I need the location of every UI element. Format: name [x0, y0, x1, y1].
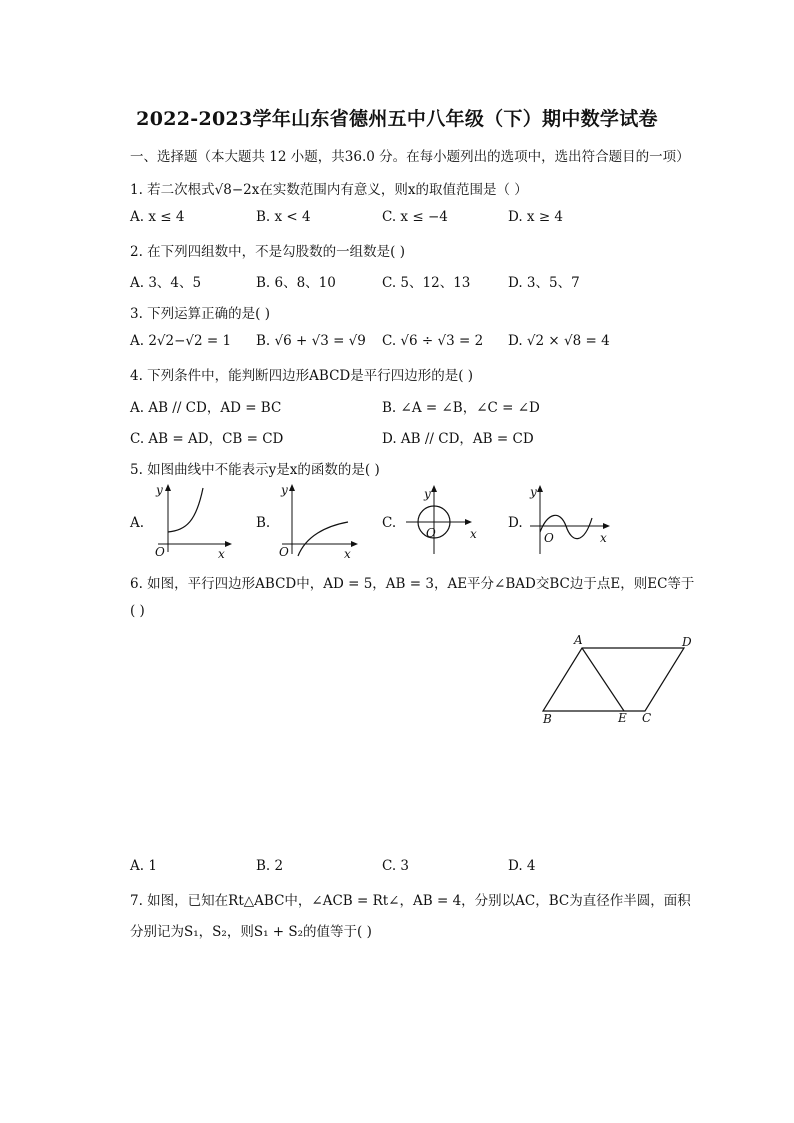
q5c-y-label: y	[424, 487, 431, 501]
question-7-text-cont: 分别记为S₁，S₂，则S₁ + S₂的值等于( )	[130, 924, 372, 940]
q1-option-a[interactable]: A. x ≤ 4	[130, 209, 185, 225]
q5d-origin-label: O	[544, 531, 554, 545]
q6-point-e: E	[618, 711, 627, 725]
q5-graph-b	[276, 482, 366, 560]
q5b-origin-label: O	[279, 545, 289, 559]
q2-option-b[interactable]: B. 6、8、10	[256, 275, 336, 291]
q4-option-d[interactable]: D. AB // CD，AB = CD	[382, 431, 534, 447]
q3-option-b[interactable]: B. √6 + √3 = √9	[256, 333, 366, 349]
question-2-text: 2. 在下列四组数中，不是勾股数的一组数是( )	[130, 244, 405, 260]
page-title: 2022-2023学年山东省德州五中八年级（下）期中数学试卷	[136, 108, 658, 130]
q2-option-c[interactable]: C. 5、12、13	[382, 275, 471, 291]
q3-option-d[interactable]: D. √2 × √8 = 4	[508, 333, 610, 349]
q5-graph-c	[404, 482, 486, 560]
q5a-origin-label: O	[155, 545, 165, 559]
q6-option-a[interactable]: A. 1	[130, 858, 157, 874]
q1-option-c[interactable]: C. x ≤ −4	[382, 209, 448, 225]
q2-option-d[interactable]: D. 3、5、7	[508, 275, 580, 291]
q5d-y-label: y	[530, 485, 537, 499]
q6-option-c[interactable]: C. 3	[382, 858, 410, 874]
q1-option-d[interactable]: D. x ≥ 4	[508, 209, 564, 225]
question-5-text: 5. 如图曲线中不能表示y是x的函数的是( )	[130, 462, 380, 478]
q5-graph-a	[148, 482, 238, 560]
question-6-text-cont: ( )	[130, 603, 145, 619]
q6-option-b[interactable]: B. 2	[256, 858, 284, 874]
q5a-x-label: x	[218, 547, 225, 560]
q3-option-a[interactable]: A. 2√2−√2 = 1	[130, 333, 232, 349]
q5-option-b[interactable]: B.	[256, 515, 271, 531]
q5c-origin-label: O	[426, 526, 436, 540]
q6-option-d[interactable]: D. 4	[508, 858, 536, 874]
section-heading: 一、选择题（本大题共 12 小题，共36.0 分。在每小题列出的选项中，选出符合题目的一项）	[130, 149, 690, 165]
q5-option-c[interactable]: C.	[382, 515, 397, 531]
q5c-x-label: x	[470, 527, 477, 541]
question-3-text: 3. 下列运算正确的是( )	[130, 306, 270, 322]
question-1-text: 1. 若二次根式√8−2x在实数范围内有意义，则x的取值范围是（ ）	[130, 182, 528, 198]
q5-option-d[interactable]: D.	[508, 515, 523, 531]
q6-point-a: A	[574, 633, 583, 647]
question-4-text: 4. 下列条件中，能判断四边形ABCD是平行四边形的是( )	[130, 368, 474, 384]
q5d-x-label: x	[600, 531, 607, 545]
q4-option-a[interactable]: A. AB // CD，AD = BC	[130, 400, 282, 416]
q5a-y-label: y	[156, 483, 163, 497]
q4-option-c[interactable]: C. AB = AD，CB = CD	[130, 431, 284, 447]
q4-option-b[interactable]: B. ∠A = ∠B，∠C = ∠D	[382, 400, 540, 416]
q5b-x-label: x	[344, 547, 351, 560]
q2-option-a[interactable]: A. 3、4、5	[130, 275, 202, 291]
q3-option-c[interactable]: C. √6 ÷ √3 = 2	[382, 333, 484, 349]
q1-option-b[interactable]: B. x < 4	[256, 209, 311, 225]
q6-parallelogram-figure	[536, 628, 706, 728]
question-7-text: 7. 如图，已知在Rt△ABC中，∠ACB = Rt∠，AB = 4，分别以AC，BC为直径作半圆，面积	[130, 893, 691, 909]
q5-graph-d	[526, 482, 616, 560]
q6-point-c: C	[642, 711, 652, 725]
q5b-y-label: y	[281, 483, 288, 497]
q6-point-b: B	[543, 712, 552, 726]
question-6-text: 6. 如图，平行四边形ABCD中，AD = 5，AB = 3，AE平分∠BAD交BC边于点E，则EC等于	[130, 576, 695, 592]
q5-option-a[interactable]: A.	[130, 515, 145, 531]
q6-point-d: D	[682, 635, 692, 649]
